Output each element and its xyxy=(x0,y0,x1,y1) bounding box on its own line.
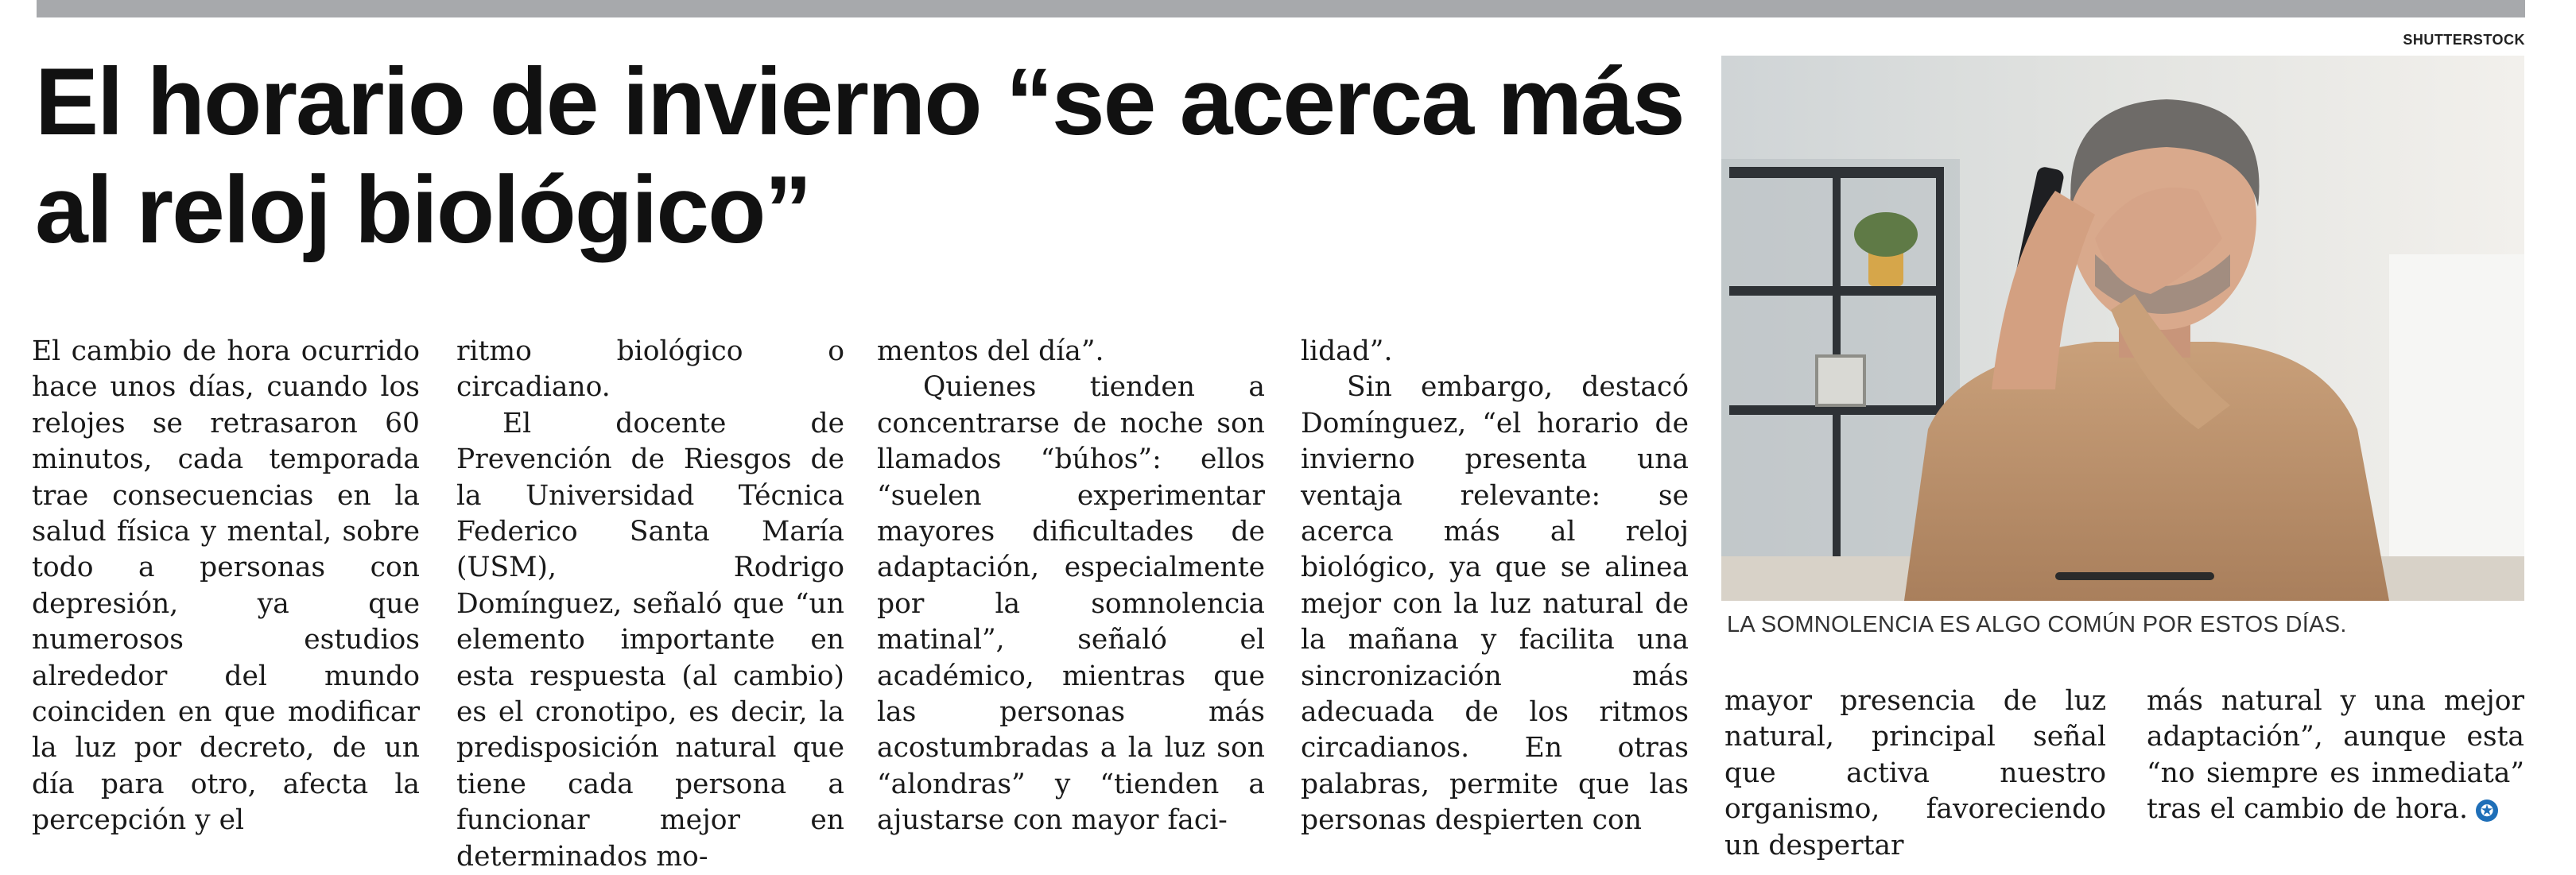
body-text: más natural y una mejor adaptación”, aunque esta “no siempre es inmediata” tras el cambio de hora. xyxy=(2147,685,2524,826)
body-column-4 xyxy=(1301,334,1689,839)
body-paragraph: El docente de Prevención de Riesgos de la Universidad Técnica Federico Santa María (USM), Rodrigo Domínguez, señaló que “un elemento importante en esta respuesta (al cambio) es el cronotipo, es decir, la predisposición natural que tiene cada persona a funcionar mejor en determinados mo- xyxy=(456,407,844,873)
headline: El horario de invierno “se acerca más al reloj biológico” xyxy=(35,48,1684,263)
body-paragraph: El cambio de hora ocurrido hace unos días, cuando los relojes se retrasaron 60 minutos, cada temporada trae consecuencias en la salud física y mental, sobre todo a personas con depresión, ya que numerosos estudios alrededor del mundo coinciden en que modificar la luz por decreto, de un día para otro, afecta la percepción y el xyxy=(32,335,420,837)
body-column-1 xyxy=(32,334,420,839)
body-column-2 xyxy=(456,334,844,875)
body-paragraph: ritmo biológico o circadiano. xyxy=(456,335,844,404)
body-column-5 xyxy=(1724,683,2106,864)
body-paragraph: lidad”. xyxy=(1301,335,1393,367)
star-icon: ✪ xyxy=(2476,800,2498,822)
photo-credit: SHUTTERSTOCK xyxy=(2403,32,2525,48)
body-column-3 xyxy=(877,334,1265,839)
body-paragraph: mentos del día”. xyxy=(877,335,1104,367)
top-rule-bar xyxy=(37,0,2525,17)
body-paragraph: mayor presencia de luz natural, principal señal que activa nuestro organismo, favoreciendo un despertar xyxy=(1724,685,2106,861)
body-paragraph: Sin embargo, destacó Domínguez, “el horario de invierno presenta una ventaja relevante: se acerca más al reloj biológico, ya que se alinea mejor con la luz natural de la mañana y facilita una sincronización más adecuada de los ritmos circadianos. En otras palabras, permite que las personas despierten con xyxy=(1301,371,1689,837)
body-paragraph-final xyxy=(2147,683,2524,828)
body-paragraph: Quienes tienden a concentrarse de noche son llamados “búhos”: ellos “suelen experimentar mayores dificultades de adaptación, especialmente por la somnolencia matinal”, señaló el académico, mientras que las personas más acostumbradas a la luz son “alondras” y “tienden a ajustarse con mayor faci- xyxy=(877,371,1265,837)
photo-caption: LA SOMNOLENCIA ES ALGO COMÚN POR ESTOS DÍAS. xyxy=(1727,612,2347,637)
article-photo xyxy=(1721,56,2524,601)
body-column-6 xyxy=(2147,683,2524,828)
